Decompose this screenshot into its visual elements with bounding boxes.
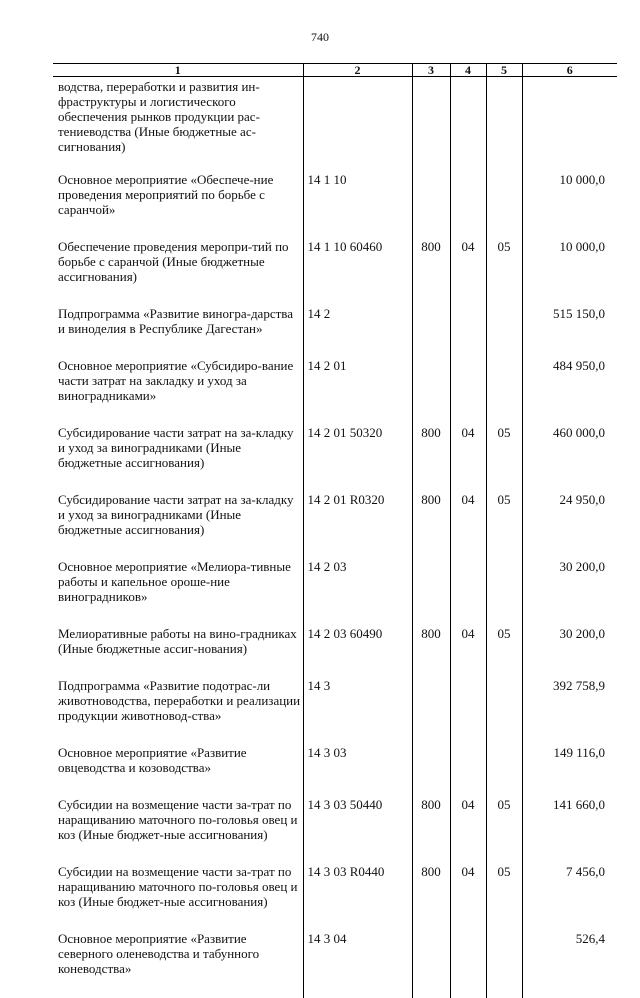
- row-section: [450, 931, 486, 998]
- row-subsection: 05: [486, 425, 522, 492]
- row-amount: 141 660,0: [522, 797, 617, 864]
- row-name: Основное мероприятие «Мелиора-тивные работы и капельное ороше-ние виноградников»: [58, 559, 291, 604]
- row-code: 14 2 01 R0320: [303, 492, 412, 559]
- row-section: 04: [450, 864, 486, 931]
- row-expense-type: [412, 77, 450, 173]
- row-subsection: 05: [486, 492, 522, 559]
- row-code: [303, 77, 412, 173]
- table-row: [53, 931, 617, 998]
- row-section: 04: [450, 492, 486, 559]
- row-code: 14 2 01 50320: [303, 425, 412, 492]
- row-amount: 526,4: [522, 931, 617, 998]
- row-code: 14 3 03 50440: [303, 797, 412, 864]
- row-amount: 24 950,0: [522, 492, 617, 559]
- row-subsection: [486, 745, 522, 797]
- row-name: Основное мероприятие «Обеспече-ние проведения мероприятий по борьбе с саранчой»: [58, 172, 274, 217]
- row-code: 14 3 03: [303, 745, 412, 797]
- header-row: [53, 64, 617, 77]
- budget-table: [53, 63, 617, 998]
- row-subsection: 05: [486, 239, 522, 306]
- row-code: 14 2: [303, 306, 412, 358]
- row-name: Основное мероприятие «Субсидиро-вание части затрат на закладку и уход за виноградниками»: [58, 358, 294, 403]
- row-amount: 10 000,0: [522, 239, 617, 306]
- table-row: [53, 239, 617, 306]
- row-amount: 484 950,0: [522, 358, 617, 425]
- row-amount: 392 758,9: [522, 678, 617, 745]
- row-name: Подпрограмма «Развитие виногра-дарства и виноделия в Республике Дагестан»: [58, 306, 294, 336]
- row-amount: [522, 77, 617, 173]
- page-number: 740: [311, 30, 329, 44]
- header-col-1: 1: [53, 64, 303, 77]
- row-section: [450, 77, 486, 173]
- header-col-2: 2: [303, 64, 412, 77]
- row-name: Подпрограмма «Развитие подотрас-ли животноводства, переработки и реализации продукции животновод-ства»: [58, 678, 301, 723]
- row-code: 14 2 03 60490: [303, 626, 412, 678]
- row-expense-type: 800: [412, 626, 450, 678]
- table-row: [53, 306, 617, 358]
- row-name: Основное мероприятие «Развитие овцеводства и козоводства»: [58, 745, 247, 775]
- row-subsection: 05: [486, 626, 522, 678]
- row-subsection: [486, 77, 522, 173]
- table-row: [53, 559, 617, 626]
- row-expense-type: [412, 745, 450, 797]
- table-row: [53, 864, 617, 931]
- row-name: водства, переработки и развития ин-фраструктуры и логистического обеспечения рынков продукции рас-тениеводства (Иные бюджетные ас-сигнования): [58, 79, 260, 154]
- row-code: 14 2 01: [303, 358, 412, 425]
- row-section: [450, 745, 486, 797]
- row-name: Основное мероприятие «Развитие северного оленеводства и табунного коневодства»: [58, 931, 260, 976]
- table-row: [53, 797, 617, 864]
- table-row: [53, 358, 617, 425]
- table-row: [53, 626, 617, 678]
- row-expense-type: [412, 559, 450, 626]
- row-subsection: [486, 306, 522, 358]
- row-amount: 7 456,0: [522, 864, 617, 931]
- row-expense-type: 800: [412, 492, 450, 559]
- table-row: [53, 77, 617, 173]
- row-subsection: [486, 358, 522, 425]
- row-expense-type: 800: [412, 797, 450, 864]
- row-section: 04: [450, 239, 486, 306]
- row-amount: 460 000,0: [522, 425, 617, 492]
- table-row: [53, 678, 617, 745]
- row-section: [450, 559, 486, 626]
- row-amount: 149 116,0: [522, 745, 617, 797]
- row-section: 04: [450, 797, 486, 864]
- row-subsection: [486, 172, 522, 239]
- header-col-5: 5: [486, 64, 522, 77]
- row-expense-type: 800: [412, 239, 450, 306]
- row-expense-type: [412, 306, 450, 358]
- row-subsection: [486, 931, 522, 998]
- row-subsection: 05: [486, 864, 522, 931]
- row-code: 14 3: [303, 678, 412, 745]
- table-row: [53, 172, 617, 239]
- row-name: Субсидии на возмещение части за-трат по наращиванию маточного по-головья овец и коз (Иные бюджет-ные ассигнования): [58, 864, 298, 909]
- row-code: 14 2 03: [303, 559, 412, 626]
- row-expense-type: 800: [412, 864, 450, 931]
- row-amount: 10 000,0: [522, 172, 617, 239]
- row-amount: 30 200,0: [522, 626, 617, 678]
- row-section: [450, 678, 486, 745]
- row-code: 14 3 03 R0440: [303, 864, 412, 931]
- row-expense-type: [412, 931, 450, 998]
- row-expense-type: 800: [412, 425, 450, 492]
- row-subsection: [486, 678, 522, 745]
- row-section: 04: [450, 425, 486, 492]
- header-col-6: 6: [522, 64, 617, 77]
- row-subsection: 05: [486, 797, 522, 864]
- table-row: [53, 492, 617, 559]
- row-section: 04: [450, 626, 486, 678]
- row-section: [450, 358, 486, 425]
- row-section: [450, 172, 486, 239]
- header-col-4: 4: [450, 64, 486, 77]
- row-name: Субсидирование части затрат на за-кладку и уход за виноградниками (Иные бюджетные ассигнования): [58, 425, 294, 470]
- table-row: [53, 425, 617, 492]
- table-row: [53, 745, 617, 797]
- row-section: [450, 306, 486, 358]
- row-amount: 30 200,0: [522, 559, 617, 626]
- header-col-3: 3: [412, 64, 450, 77]
- row-expense-type: [412, 172, 450, 239]
- row-code: 14 1 10 60460: [303, 239, 412, 306]
- row-amount: 515 150,0: [522, 306, 617, 358]
- row-name: Субсидирование части затрат на за-кладку и уход за виноградниками (Иные бюджетные ассигнования): [58, 492, 294, 537]
- row-expense-type: [412, 678, 450, 745]
- row-name: Субсидии на возмещение части за-трат по наращиванию маточного по-головья овец и коз (Иные бюджет-ные ассигнования): [58, 797, 298, 842]
- row-name: Мелиоративные работы на вино-градниках (Иные бюджетные ассиг-нования): [58, 626, 297, 656]
- row-subsection: [486, 559, 522, 626]
- row-code: 14 1 10: [303, 172, 412, 239]
- row-expense-type: [412, 358, 450, 425]
- row-name: Обеспечение проведения меропри-тий по борьбе с саранчой (Иные бюджетные ассигнования): [58, 239, 289, 284]
- row-code: 14 3 04: [303, 931, 412, 998]
